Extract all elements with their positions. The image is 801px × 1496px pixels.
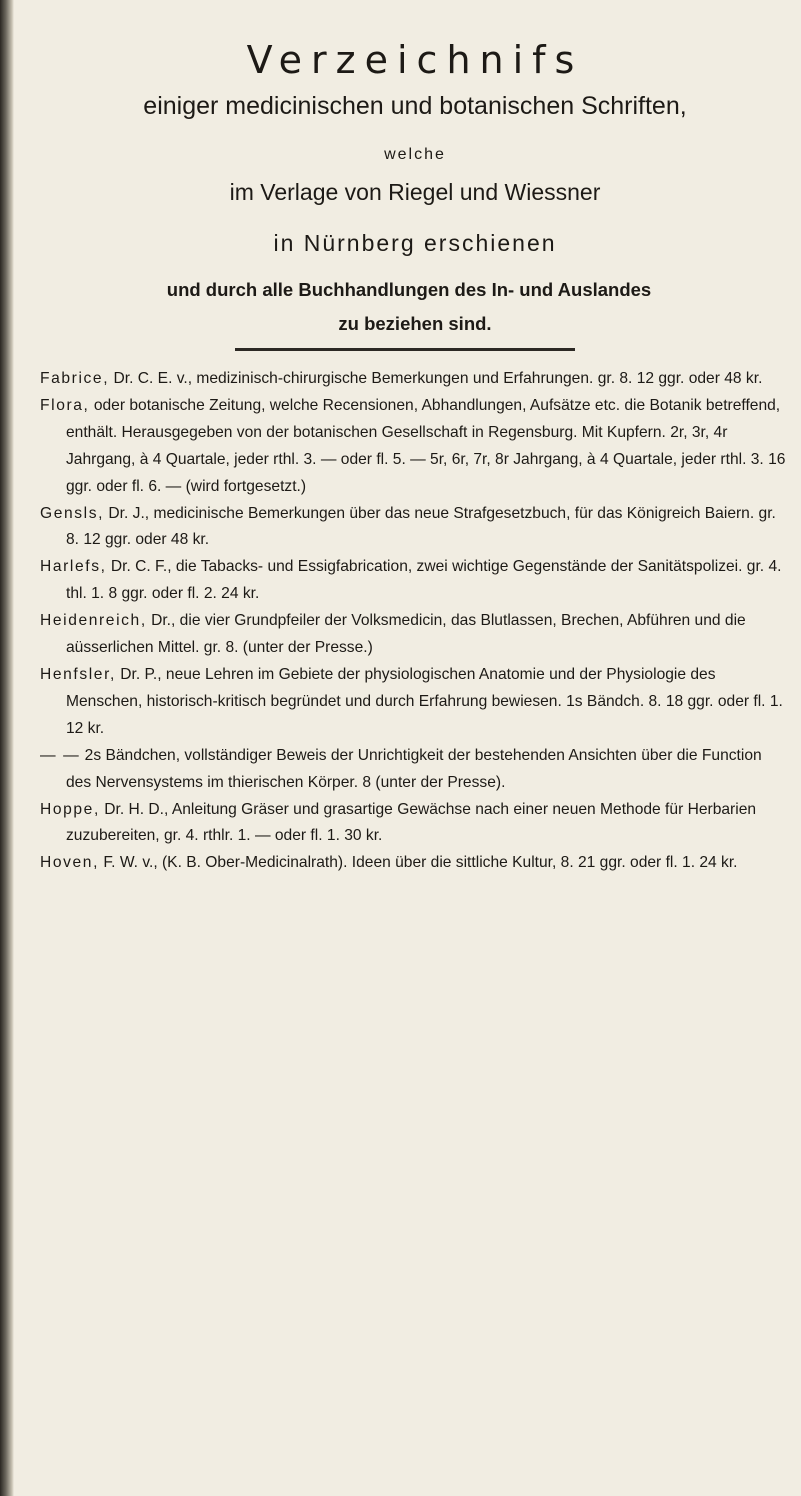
catalog-entry [40,501,790,555]
entry-author: — — [40,746,81,764]
entry-author: Flora, [40,396,90,414]
entry-text: Dr. P., neue Lehren im Gebiete der physiologischen Anatomie und der Physiologie des Menschen, historisch-kritisch begründet und durch Erfahrung bewiesen. 1s Bändch. 8. 18 ggr. oder fl. 1. 12 kr. [66,665,783,737]
entry-text: F. W. v., (K. B. Ober-Medicinalrath). Ideen über die sittliche Kultur, 8. 21 ggr. oder fl. 1. 24 kr. [103,854,738,872]
catalog-entry [40,393,790,501]
divider-rule [235,348,575,351]
entry-author: Heidenreich, [40,612,147,630]
entry-author: Hoppe, [40,800,100,818]
entry-author: Harlefs, [40,558,107,576]
entry-author: Hoven, [40,854,100,872]
catalog-entry [40,797,790,851]
catalog-entry [40,608,790,662]
subtitle-line-2: welche [384,146,446,163]
entry-text: Dr. C. F., die Tabacks- und Essigfabrication, zwei wichtige Gegenstände der Sanitätspolizei. gr. 4. thl. 1. 8 ggr. oder fl. 2. 24 kr. [66,558,782,603]
entry-author: Henfsler, [40,665,116,683]
entry-text: 2s Bändchen, vollständiger Beweis der Unrichtigkeit der bestehenden Ansichten über die Function des Nervensystems im thierischen Körper. 8 (unter der Presse). [66,746,762,791]
catalog-entries [40,366,790,877]
entry-text: oder botanische Zeitung, welche Recensionen, Abhandlungen, Aufsätze etc. die Botanik betreffend, enthält. Herausgegeben von der botanischen Gesellschaft in Regensburg. Mit Kupfern. 2r, 3r, 4r Jahrgang, à 4 Quartale, jeder rthl. 3. — oder fl. 5. — 5r, 6r, 7r, 8r Jahrgang, à 4 Quartale, jeder rthl. 3. 16 ggr. oder fl. 6. — (wird fortgesetzt.) [66,396,786,495]
entry-text: Dr. J., medicinische Bemerkungen über das neue Strafgesetzbuch, für das Königreich Baiern. gr. 8. 12 ggr. oder 48 kr. [66,504,776,549]
catalog-entry [40,743,790,797]
subtitle-line-5: und durch alle Buchhandlungen des In- und Auslandes [166,279,652,300]
catalog-entry [40,366,790,393]
subtitle-line-4: in Nürnberg erschienen [273,230,557,256]
catalog-entry [40,554,790,608]
entry-author: Gensls, [40,504,105,522]
subtitle-line-3: im Verlage von Riegel und Wiessner [229,179,601,205]
catalog-entry [40,850,790,877]
subtitle-line-6: zu beziehen sind. [338,313,492,334]
entry-text: Dr. C. E. v., medizinisch-chirurgische Bemerkungen und Erfahrungen. gr. 8. 12 ggr. oder 48 kr. [113,370,763,387]
entry-text: Dr. H. D., Anleitung Gräser und grasartige Gewächse nach einer neuen Methode für Herbarien zuzubereiten, gr. 4. rthlr. 1. — oder fl. 1. 30 kr. [66,800,757,845]
entry-author: Fabrice, [40,370,110,387]
catalog-entry [40,662,790,743]
entry-text: Dr., die vier Grundpfeiler der Volksmedicin, das Blutlassen, Brechen, Abführen und die aüsserlichen Mittel. gr. 8. (unter der Presse.) [66,612,746,657]
book-spine-edge [0,0,14,1496]
page-title: Verzeichnifs [246,38,584,82]
subtitle-line-1: einiger medicinischen und botanischen Schriften, [143,92,687,120]
document-page [40,0,790,1496]
